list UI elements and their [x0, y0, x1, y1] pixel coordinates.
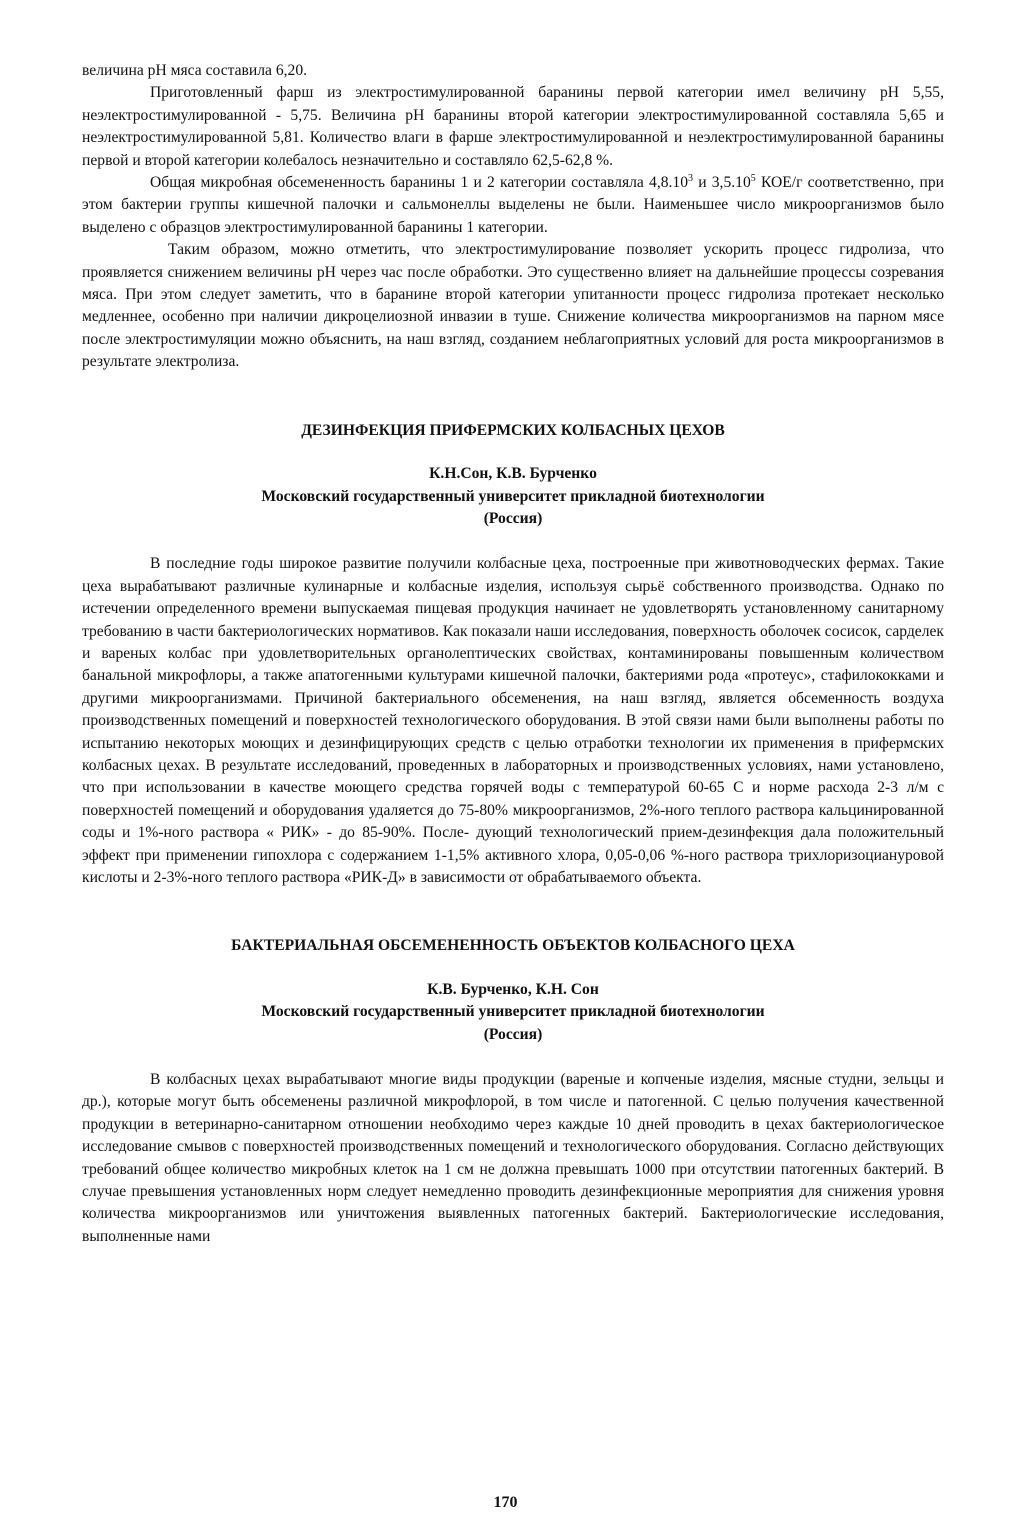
article-2-authors: К.В. Бурченко, К.Н. Сон [427, 980, 599, 998]
article-1-country: (Россия) [483, 509, 543, 527]
intro-paragraph-4: Таким образом, можно отметить, что электростимулирование позволяет ускорить процесс гидролиза, что проявляется снижением величины pH через час после обработки. Это существенно влияет на дальнейшие процессы созревания мяса. При этом следует заметить, что в баранине второй категории упитанности процесс гидролиза протекает несколько медленнее, особенно при наличии дикроцелиозной инвазии в туше. Снижение количества микроорганизмов на парном мясе после электростимуляции можно объяснить, на наш взгляд, созданием неблагоприятных условий для роста микроорганизмов в результате электролиза. [82, 241, 944, 371]
article-2-affiliation: Московский государственный университет прикладной биотехнологии [261, 1003, 765, 1021]
intro-paragraph-3-part-a: Общая микробная обсемененность баранины 1 и 2 категории составляла 4,8.10 [150, 174, 689, 192]
article-1-body: В последние годы широкое развитие получили колбасные цеха, построенные при животноводческих фермах. Такие цеха вырабатывают различные кулинарные и колбасные изделия, используя сырьё собственного производства. Однако по истечении определенного времени выпускаемая пищевая продукция начинает не удовлетворять установленному санитарному требованию в части бактериологических нормативов. Как показали наши исследования, поверхность оболочек сосисок, сарделек и вареных колбас при удовлетворительных органолептических свойствах, контаминированы повышенным количеством банальной микрофлоры, а также апатогенными культурами кишечной палочки, бактериями рода «протеус», стафилококками и другими микроорганизмами. Причиной бактериального обсеменения, на наш взгляд, является обсеменность воздуха производственных помещений и поверхностей технологического оборудования. В этой связи нами были выполнены работы по испытанию некоторых моющих и дезинфицирующих средств с целью отработки технологии их применения в прифермских колбасных цехах. В результате исследований, проведенных в лабораторных и производственных условиях, нами установлено, что при использовании в качестве моющего средства горячей воды с температурой 60-65 С и норме расхода 2-3 л/м с поверхностей помещений и оборудования удаляется до 75-80% микроорганизмов, 2%-ного теплого раствора кальцинированной соды и 1%-ного раствора « РИК» - до 85-90%. После- дующий технологический прием-дезинфекция дала положительный эффект при применении гипохлора с содержанием 1-1,5% активного хлора, 0,05-0,06 %-ного раствора трихлоризоциануровой кислоты и 2-3%-ного теплого раствора «РИК-Д» в зависимости от обрабатываемого объекта. [82, 555, 944, 886]
exponent-2: 5 [750, 172, 756, 184]
article-1-affiliation: Московский государственный университет прикладной биотехнологии [261, 487, 765, 505]
intro-paragraph-1: величина pH мяса составила 6,20. [82, 62, 308, 79]
intro-paragraph-3-part-b: и 3,5.10 [693, 174, 751, 192]
page-content [82, 60, 944, 1248]
page-number: 170 [493, 1494, 518, 1511]
article-2-country: (Россия) [483, 1025, 543, 1043]
intro-paragraph-2: Приготовленный фарш из электростимулированной баранины первой категории имел величину pH 5,55, неэлектростимулированной - 5,75. Величина pH баранины второй категории электростимулированной составляла 5,65 и неэлектростимулированной 5,81. Количество влаги в фарше электростимулированной и неэлектростимулированной баранины первой и второй категории колебалось незначительно и составляло 62,5-62,8 %. [82, 84, 944, 169]
article-1-title: ДЕЗИНФЕКЦИЯ ПРИФЕРМСКИХ КОЛБАСНЫХ ЦЕХОВ [301, 421, 725, 439]
article-1 [82, 420, 944, 890]
intro-paragraph-3-part-c: КОЕ/г соответственно, при этом бактерии группы кишечной палочки и сальмонеллы выделены не были. Наименьшее число микроорганизмов было выделено с образцов электростимулированной баранины 1 категории. [82, 174, 944, 236]
article-2 [82, 935, 944, 1248]
article-1-authors: К.Н.Сон, К.В. Бурченко [429, 465, 597, 483]
article-2-body: В колбасных цехах вырабатывают многие виды продукции (вареные и копченые изделия, мясные студни, зельцы и др.), которые могут быть обсеменены различной микрофлорой, в том числе и патогенной. С целью получения качественной продукции в ветеринарно-санитарном отношении необходимо через каждые 10 дней проводить в цехах бактериологическое исследование смывов с поверхностей производственных помещений и технологического оборудования. Согласно действующих требований общее количество микробных клеток на 1 см не должна превышать 1000 при отсутствии патогенных бактерий. В случае превышения установленных норм следует немедленно проводить дезинфекционные мероприятия для снижения уровня количества микроорганизмов или уничтожения выявленных патогенных бактерий. Бактериологические исследования, выполненные нами [82, 1071, 944, 1245]
article-2-title: БАКТЕРИАЛЬНАЯ ОБСЕМЕНЕННОСТЬ ОБЪЕКТОВ КОЛБАСНОГО ЦЕХА [231, 937, 795, 955]
intro-paragraph-3 [82, 172, 944, 239]
exponent-1: 3 [688, 172, 694, 184]
